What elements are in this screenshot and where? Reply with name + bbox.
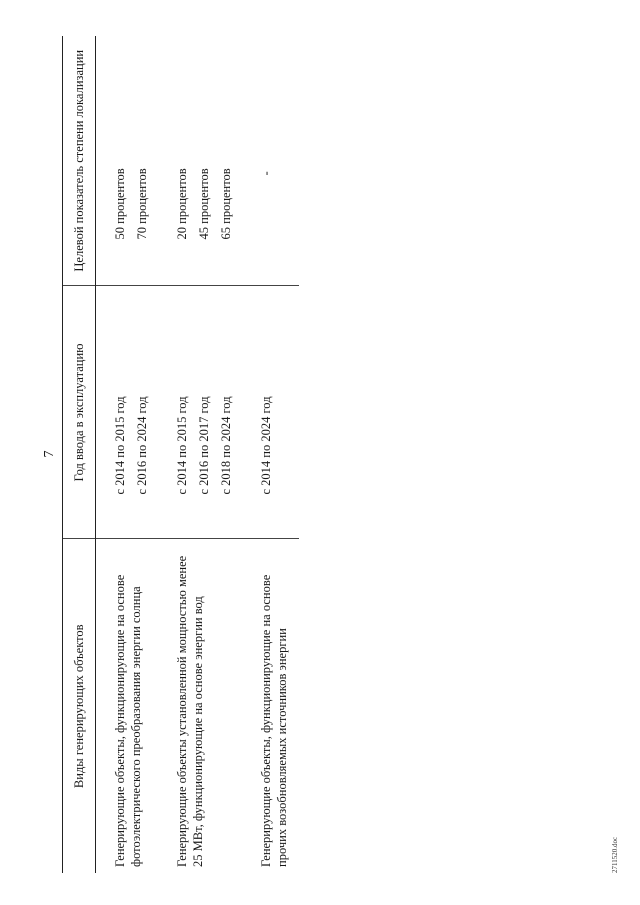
table-row (164, 36, 248, 873)
object-kind: Генерирующие объекты установленной мощностью менее 25 МВт, функционирующие на основе энергии вод (175, 555, 206, 867)
page-number: 7 (42, 450, 57, 458)
object-kind: Генерирующие объекты, функционирующие на основе фотоэлектрического преобразования энергии солнца (113, 574, 144, 867)
localization-target: 45 процентов (197, 168, 211, 240)
targets-cell (96, 36, 165, 286)
localization-target: - (259, 171, 273, 176)
year-range: с 2016 по 2017 год (197, 396, 211, 495)
header-commission-year: Год ввода в эксплуатацию (63, 286, 96, 539)
targets-cell (164, 36, 248, 286)
localization-target: 65 процентов (219, 168, 233, 240)
localization-table (62, 36, 299, 873)
object-kind-cell (164, 539, 248, 873)
table-header-row (63, 36, 96, 873)
table-row (96, 36, 165, 873)
years-cell (248, 286, 299, 539)
table-row (248, 36, 299, 873)
localization-target: 50 процентов (113, 168, 127, 240)
object-kind-cell (248, 539, 299, 873)
targets-cell (248, 36, 299, 286)
years-cell (96, 286, 165, 539)
year-range: с 2014 по 2015 год (113, 396, 127, 495)
localization-target: 70 процентов (135, 168, 149, 240)
years-cell (164, 286, 248, 539)
year-range: с 2014 по 2015 год (175, 396, 189, 495)
header-object-kind: Виды генерирующих объектов (63, 539, 96, 873)
year-range: с 2014 по 2024 год (259, 396, 273, 495)
header-localization-target: Целевой показатель степени локализации (63, 36, 96, 286)
year-range: с 2016 по 2024 год (135, 396, 149, 495)
object-kind-cell (96, 539, 165, 873)
year-range: с 2018 по 2024 год (219, 396, 233, 495)
file-reference: 2711520.doc (611, 836, 619, 873)
localization-target: 20 процентов (175, 168, 189, 240)
object-kind: Генерирующие объекты, функционирующие на основе прочих возобновляемых источников энергии (259, 574, 290, 867)
